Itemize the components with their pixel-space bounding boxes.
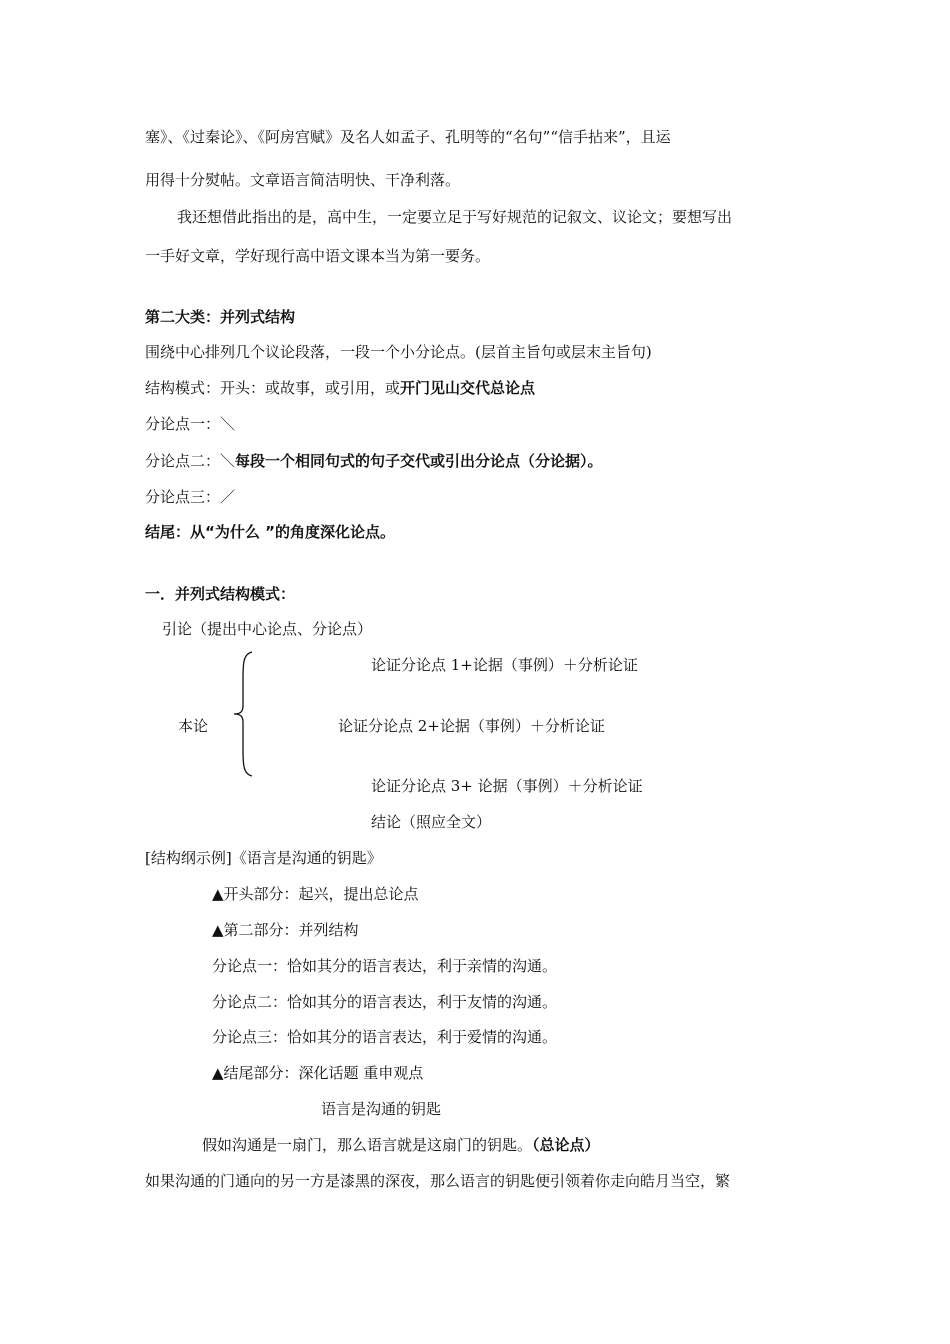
example-title: [结构纲示例]《语言是沟通的钥匙》: [145, 849, 382, 867]
example-sub-3: 分论点三：恰如其分的语言表达，利于爱情的沟通。: [212, 1028, 558, 1046]
para1-line2: 用得十分熨帖。文章语言简洁明快、干净利落。: [145, 171, 461, 189]
structure-mode-prefix: 结构模式：开头：或故事，或引用，或: [145, 379, 401, 397]
essay-second-line: 如果沟通的门通向的另一方是漆黑的深夜，那么语言的钥匙便引领着你走向皓月当空，繁: [145, 1172, 731, 1190]
mode-body-label: 本论: [178, 717, 209, 735]
sub-point-2-line: [145, 451, 603, 471]
structure-mode-bold: 开门见山交代总论点: [400, 379, 536, 397]
essay-first-line-text: 假如沟通是一扇门，那么语言就是这扇门的钥匙。: [202, 1136, 533, 1154]
sub-point-2-prefix: 分论点二：＼: [145, 452, 236, 470]
example-part-3: ▲结尾部分：深化话题 重申观点: [212, 1064, 424, 1082]
mode-heading: 一．并列式结构模式：: [145, 585, 296, 603]
sub-point-1: 分论点一：＼: [145, 415, 236, 433]
ending-line: 结尾：从“为什么 ”的角度深化论点。: [145, 523, 395, 541]
mode-item-1: 论证分论点 1+论据（事例）＋分析论证: [371, 656, 638, 674]
essay-first-line: [202, 1135, 600, 1155]
para2-line1: 我还想借此指出的是，高中生，一定要立足于写好规范的记叙文、议论文；要想写出: [177, 208, 733, 226]
section2-heading: 第二大类：并列式结构: [145, 308, 296, 326]
example-part-1: ▲开头部分：起兴，提出总论点: [212, 885, 419, 903]
sub-point-2-bold: 每段一个相同句式的句子交代或引出分论点（分论据）。: [235, 452, 603, 470]
example-sub-2: 分论点二：恰如其分的语言表达，利于友情的沟通。: [212, 993, 558, 1011]
mode-conclusion: 结论（照应全文）: [371, 813, 492, 831]
para1-line1: 塞》、《过秦论》、《阿房宫赋》及名人如孟子、孔明等的“名句”“信手拈来”，且运: [145, 128, 671, 146]
curly-brace-icon: [232, 650, 256, 778]
para2-line2: 一手好文章，学好现行高中语文课本当为第一要务。: [145, 247, 491, 265]
mode-intro: 引论（提出中心论点、分论点）: [162, 620, 373, 638]
mode-item-3: 论证分论点 3+ 论据（事例）＋分析论证: [371, 777, 643, 795]
example-sub-1: 分论点一：恰如其分的语言表达，利于亲情的沟通。: [212, 957, 558, 975]
example-part-2: ▲第二部分：并列结构: [212, 921, 359, 939]
section2-desc: 围绕中心排列几个议论段落，一段一个小分论点。(层首主旨句或层末主旨句): [145, 343, 652, 361]
structure-mode-line: [145, 378, 535, 398]
mode-item-2: 论证分论点 2+论据（事例）＋分析论证: [338, 717, 605, 735]
essay-first-line-bold: （总论点）: [532, 1136, 600, 1154]
sub-point-3: 分论点三：／: [145, 488, 236, 506]
essay-title: 语言是沟通的钥匙: [321, 1100, 442, 1118]
